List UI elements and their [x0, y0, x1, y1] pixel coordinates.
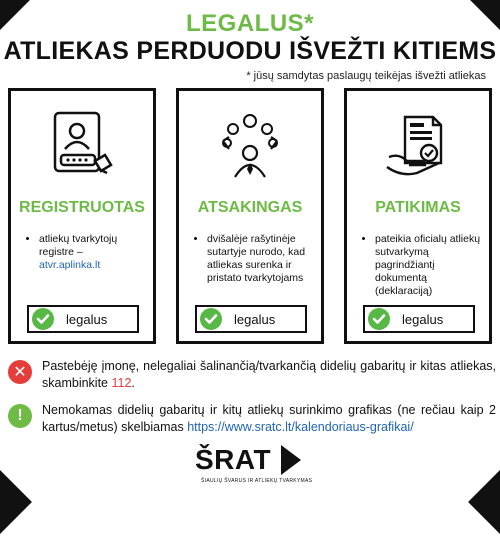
logo-arrow-icon — [281, 445, 301, 475]
card-heading: ATSAKINGAS — [197, 199, 303, 216]
check-icon — [368, 308, 390, 330]
legal-badge — [27, 305, 139, 333]
card-registered — [8, 88, 156, 344]
close-icon: ✕ — [8, 360, 32, 384]
title-legalus: LEGALUS* — [185, 10, 314, 37]
emergency-phone[interactable]: 112 — [111, 376, 132, 390]
card-heading: REGISTRUOTAS — [19, 199, 145, 216]
schedule-link[interactable]: https://www.sratc.lt/kalendoriaus-grafikai/ — [187, 420, 414, 434]
card-heading: PATIKIMAS — [375, 199, 461, 216]
sratc-logo — [195, 442, 313, 488]
card-reliable — [344, 88, 492, 344]
check-icon — [32, 308, 54, 330]
legal-badge — [195, 305, 307, 333]
card-description — [361, 233, 481, 298]
notice-end: . — [131, 376, 135, 390]
legal-badge — [363, 305, 475, 333]
corner-decoration — [468, 468, 500, 536]
card-text: atliekų tvarkytojų registre – — [39, 233, 118, 258]
registry-link[interactable]: atvr.aplinka.lt — [39, 259, 101, 271]
logo-wordmark: ŠRAT — [195, 444, 272, 475]
badge-label: legalus — [234, 311, 276, 327]
card-text: dvišalėje rašytinėje sutartyje nurodo, kad atliekas surenka ir pristato tvarkytojams — [207, 233, 306, 284]
document-hand-icon — [383, 109, 453, 179]
badge-label: legalus — [402, 311, 444, 327]
card-text: pateikia oficialų atliekų sutvarkymą pagrindžiantį dokumentą (deklaraciją) — [375, 233, 481, 297]
check-icon — [200, 308, 222, 330]
notice-report-illegal — [8, 358, 496, 392]
notice-text — [42, 358, 496, 392]
notice-body: Nemokamas didelių gabaritų ir kitų atliekų surinkimo grafikas (ne rečiau kaip 2 kartus/metus) skelbiamas — [42, 403, 496, 434]
notice-schedule — [8, 402, 496, 436]
page-title: ATLIEKAS PERDUODU IŠVEŽTI KITIEMS — [3, 37, 497, 65]
responsible-person-icon — [215, 109, 285, 179]
subtitle-footnote: * jūsų samdytas paslaugų teikėjas išvežti atliekas — [246, 70, 486, 82]
corner-decoration — [0, 468, 32, 536]
card-description — [25, 233, 145, 272]
badge-label: legalus — [66, 311, 108, 327]
id-card-icon — [47, 109, 117, 179]
logo-tagline: ŠIAULIŲ ŠVARUS IR ATLIEKŲ TVARKYMAS — [201, 478, 313, 484]
notice-text — [42, 402, 496, 436]
card-responsible — [176, 88, 324, 344]
notice-body: Pastebėję įmonę, nelegaliai šalinančią/tvarkančią didelių gabaritų ir kitas atliekas, skambinkite — [42, 359, 496, 390]
card-description — [193, 233, 313, 285]
exclamation-icon: ! — [8, 404, 32, 428]
